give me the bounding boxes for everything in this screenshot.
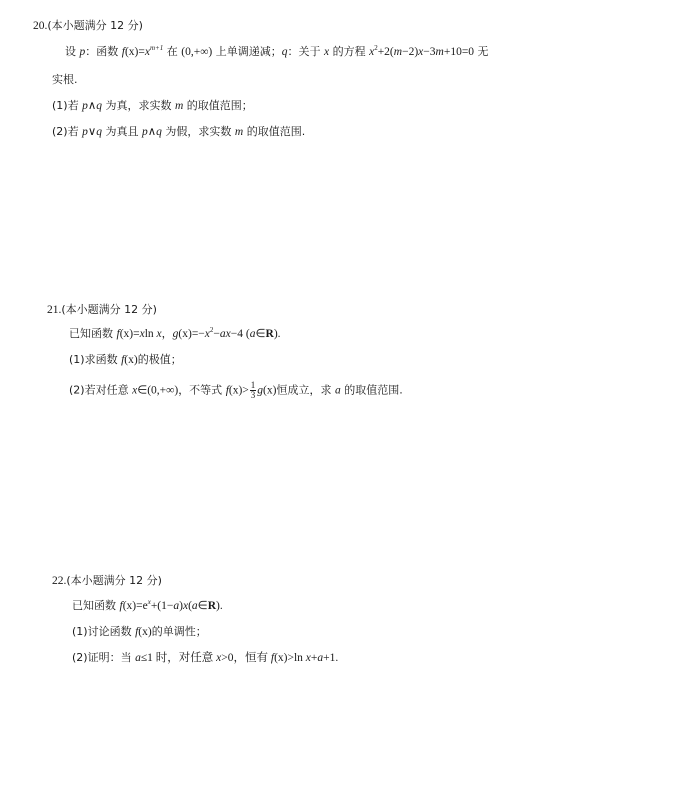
problem-number: 22. [52, 575, 67, 587]
problem-21-header [47, 301, 157, 318]
problem-score: (本小题满分 12 分) [47, 19, 143, 32]
problem-number: 20. [33, 20, 48, 32]
problem-20-part-1: (1)若 p∧q 为真，求实数 m 的取值范围； [52, 99, 253, 112]
problem-22-part-2: (2)证明：当 a≤1 时，对任意 x>0，恒有 f(x)>ln x+a+1. [72, 651, 339, 664]
problem-21-part-2: (2)若对任意 x∈(0,+∞)，不等式 f(x)> $\frac{1}{3}$ g(x)恒成立，求 a 的取值范围. [69, 380, 403, 400]
fraction-one-third: $\frac{1}{3}$ [250, 380, 256, 400]
problem-22-header [52, 572, 162, 589]
problem-20-statement-cont: 实根. [52, 73, 78, 86]
problem-20-statement: 设 p：函数 $f(x)=x^{m+1}$ 在 (0,+∞) 上单调递减；q：关于 x 的方程 $x^2+2(m-2)x-3m+10=0$ 无 [65, 44, 489, 58]
problem-22-part-1: (1)讨论函数 f(x)的单调性； [72, 625, 207, 638]
problem-21-part-1: (1)求函数 f(x)的极值； [69, 353, 182, 366]
problem-score: (本小题满分 12 分) [66, 574, 162, 587]
problem-20-header [33, 17, 143, 34]
problem-21-statement: 已知函数 f(x)=xln x，$g(x)=-x^2-ax-4$ (a∈R). [69, 326, 281, 340]
problem-score: (本小题满分 12 分) [61, 303, 157, 316]
problem-20-part-2: (2)若 p∨q 为真且 p∧q 为假，求实数 m 的取值范围. [52, 125, 306, 138]
problem-number: 21. [47, 304, 62, 316]
problem-22-statement: 已知函数 $f(x)=e^x+(1-a)x(a\in R)$. [72, 598, 223, 612]
